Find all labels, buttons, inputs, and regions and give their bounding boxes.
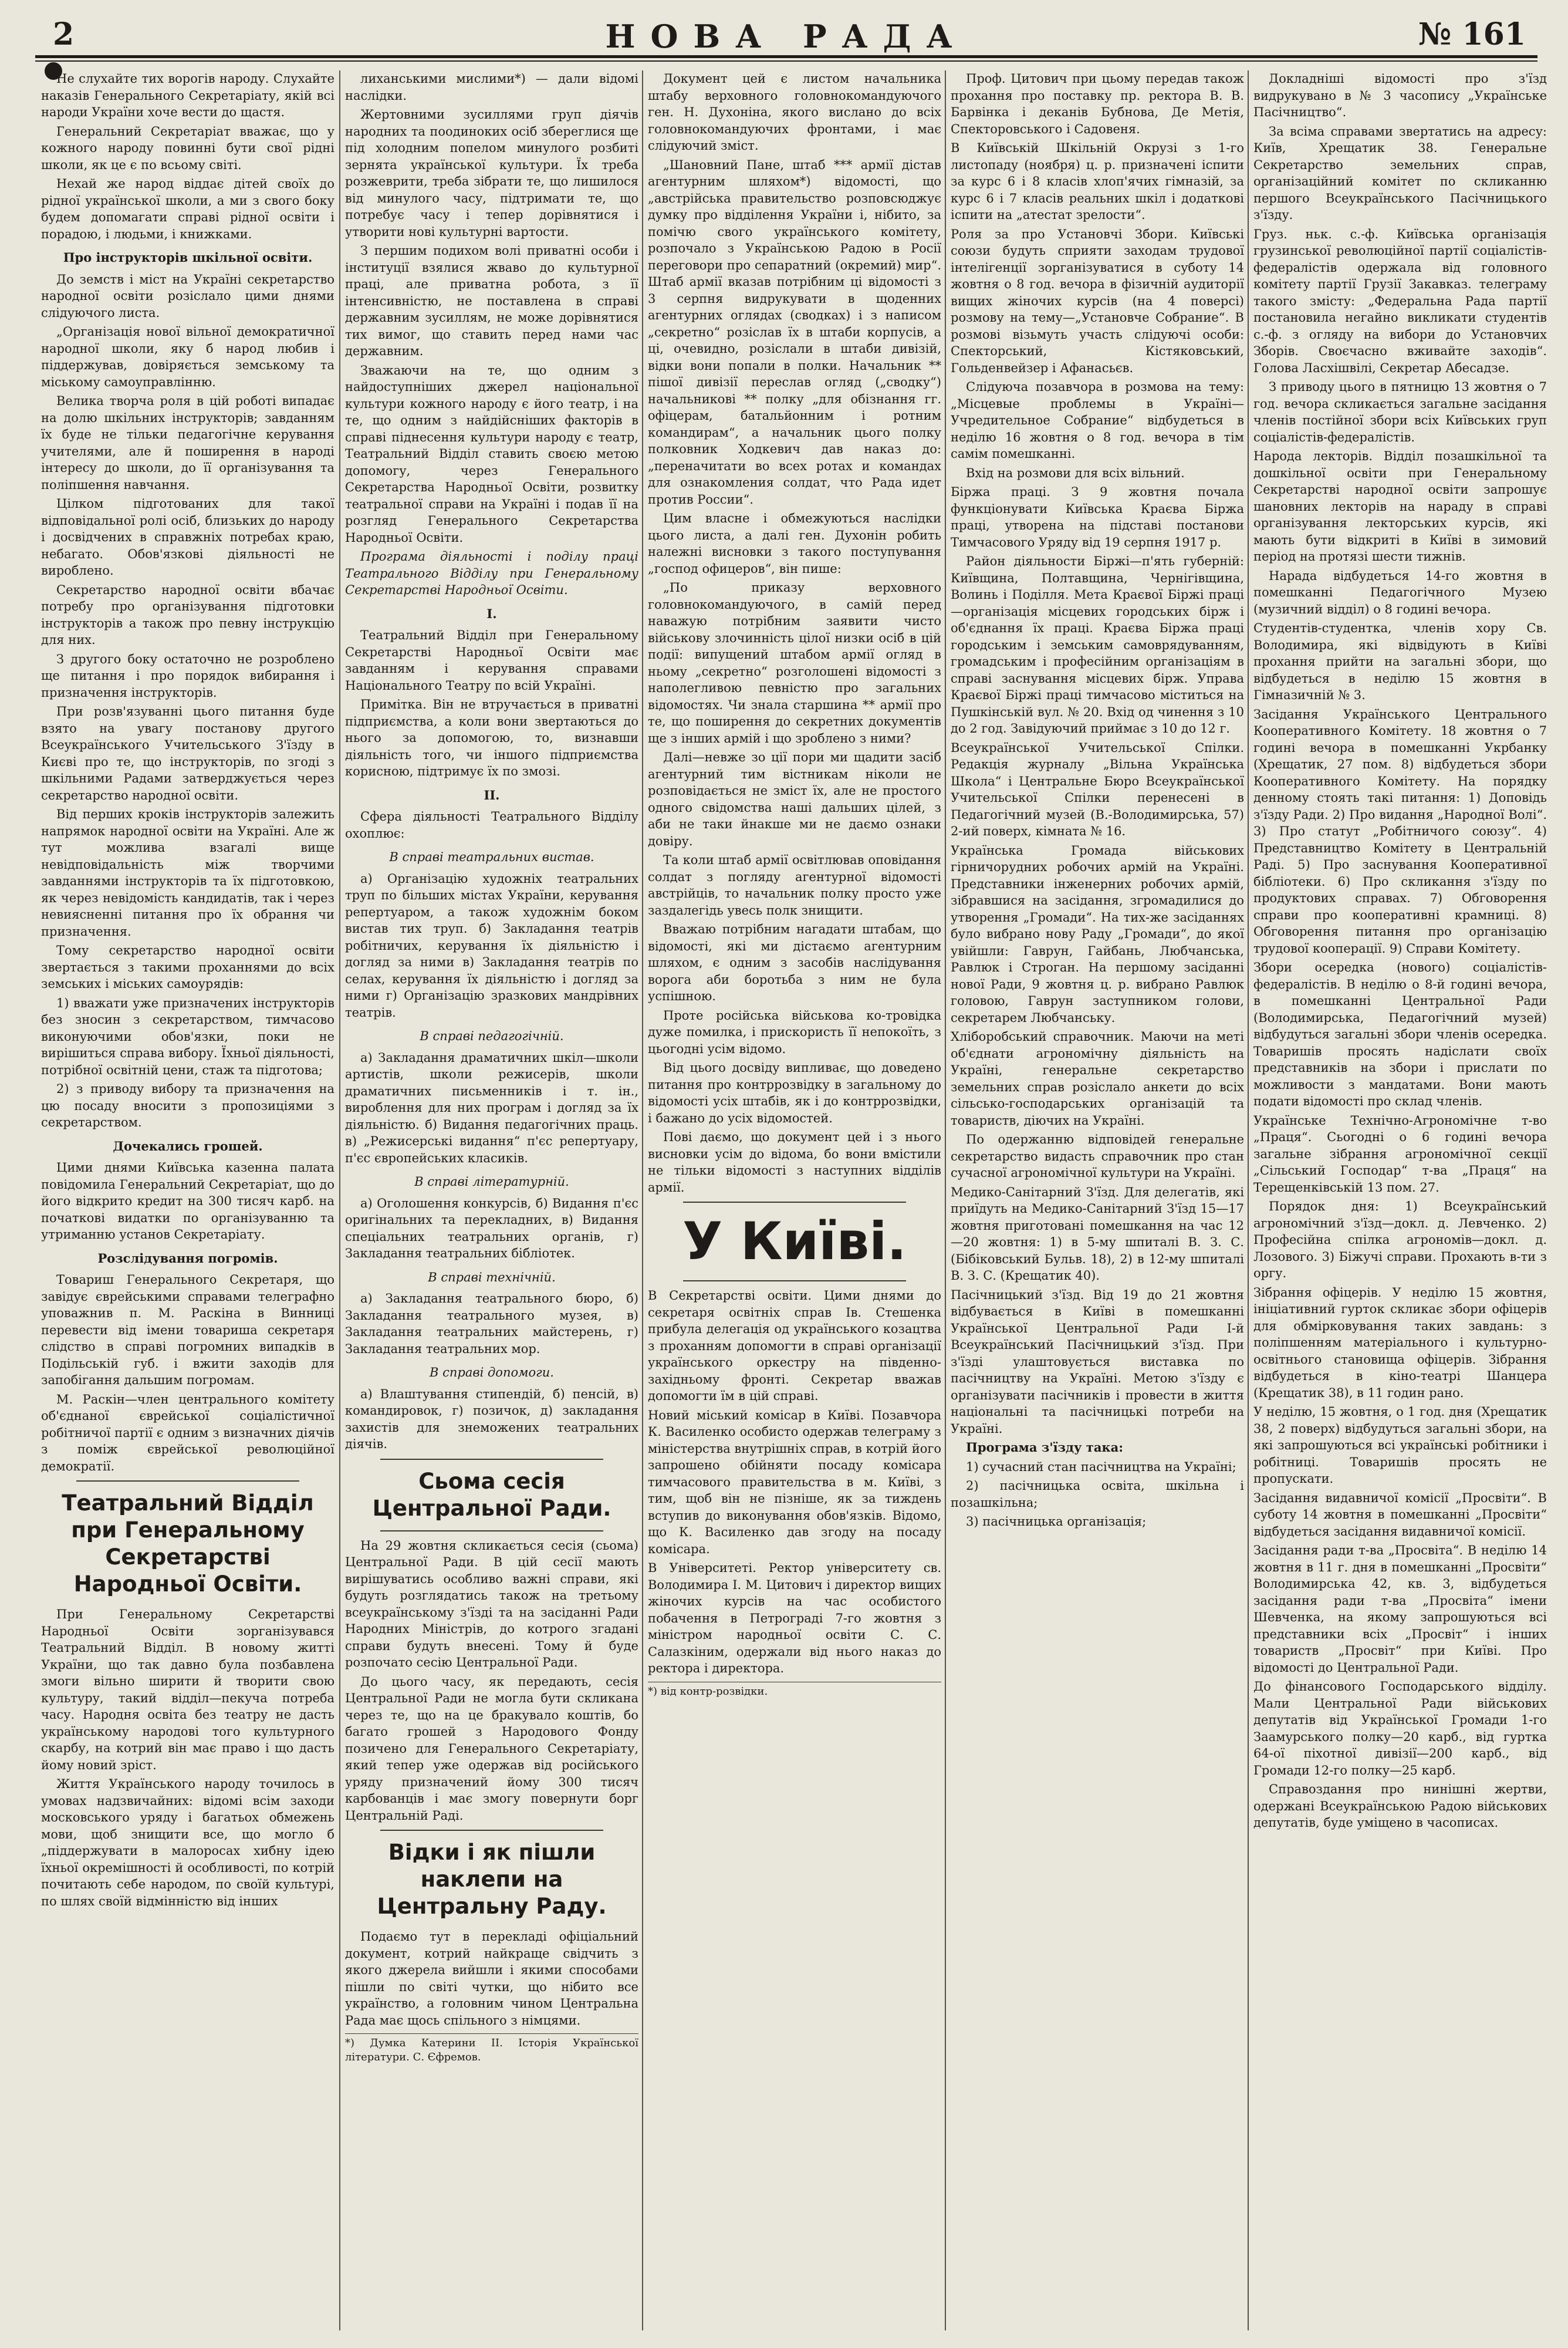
column-4: [951, 70, 1244, 2330]
section-heading: Дочекались грошей.: [113, 1138, 263, 1153]
paragraph: М. Раскін—член центрального комітету об'єднаної єврейської соціалістичної робітничої партії є одним з визначних діячів з поміж єврейської революційної демократії.: [41, 1392, 334, 1473]
paragraph: Район діяльности Біржі—п'ять губерній: Київщина, Полтавщина, Чернігівщина, Волинь і Поділля. Мета Краєвої Біржі праці—організація місцевих городських бірж і об'єднання їх праці. Краєва Біржа праці городським і земським самоврядуванням, громадським і професійним організаціям в справі заснування місцевих бірж. Управа Краєвої Біржі праці тимчасово міститься на Пушкінській вул. № 20. Вхід од чинення з 10 до 2 год. Завідуючий приймає з 10 до 12 г.: [951, 554, 1244, 736]
paragraph: Далі—невже зо ції пори ми щадити засіб агентурний тим вістникам ніколи не розповідається не зміст їх, але не простого одного свідомства наші дальших цілей, з аби не таки йнакше ми не даємо ознаки довіру.: [648, 750, 941, 848]
article-separator: [380, 1830, 603, 1831]
paragraph: Театральний Відділ при Генеральному Секретарстві Народньої Освіти має завданням і керування справами Національного Театру по всій Україні.: [345, 628, 638, 693]
section-headline-kyiv: У Київі.: [682, 1211, 907, 1271]
paragraph: Примітка. Він не втручається в приватні підприємства, а коли вони звертаються до нього за допомогою, то, визнавши діяльність того, чи іншого підприємства корисною, підтримує їх по змозі.: [345, 697, 638, 778]
news-item: Студентів-студентка, членів хору Св. Володимира, які відвідують в Київі прохання прийти на загальні збори, що відбудеться в неділю 15 жовтня в Гімназичній № 3.: [1253, 621, 1547, 702]
paragraph: Жертовними зусиллями груп діячів народних та поодиноких осіб збереглися ще під холодним попелом минулого розбиті зернята української культури. Їх треба розжеврити, треба зібрати те, що лишилося від минулого часу, підтримати те, що потребує часу і тепер дорівнятися і утворити нові культурні вартости.: [345, 107, 638, 239]
subsection-heading: В справі літературній.: [414, 1175, 569, 1189]
issue-number: № 161: [1418, 16, 1526, 52]
news-item: Біржа праці. З 9 жовтня почала функціонувати Київська Краєва Біржа праці, утворена на підставі постанови Тимчасового Уряду від 19 серпня 1917 р.: [951, 485, 1244, 549]
news-item: В Київській Шкільній Окрузі з 1-го листопаду (ноября) ц. р. призначені іспити за курс 6 і 8 класів хлоп'ячих гімназій, за курс 6 і 7 класів реальних шкіл і додаткові іспити на „атестат зрелости“.: [951, 141, 1244, 222]
paragraph: а) Організацію художніх театральних труп по більших містах України, керування репертуаром, а також художнім боком вистав тих труп. б) Закладання театрів робітничих, керування їх діяльністю і догляд за ними в) Закладання театрів по селах, керування їх діяльністю і догляд за ними г) Організацію зразкових мандрівних театрів.: [345, 871, 638, 1020]
column-5: [1253, 70, 1547, 2330]
paragraph: „Шановний Пане, штаб *** армії дістав агентурним шляхом*) відомості, що „австрійська правительство розповсюджує думку про відділення України і, нібито, за помічю свого українського комітету, розпочало з Українською Радою в Росії переговори про сепаратний (окремий) мир“. Штаб армії вказав потрібним ці відомості з 3 серпня видрукувати в щоденних агентурних оглядах (сводках) і з написом „секретно“ розіслав їх в штаби корпусів, а ці, очевидно, розіслали в штаби дивізій, відки вони попали в полки. Начальник ** пішої дивізії переслав огляд („сводку“) начальникові ** полку „для обізнання гг. офіцерам, батальйонним і ротним командирам“, а начальник цього полку полковник Ходкевич дав наказ до: „переначитати во всех ротах и командах для ознакомления солдат, что Рада идет против России“.: [648, 157, 941, 507]
paragraph: а) Оголошення конкурсів, б) Видання п'єс оригінальних та перекладних, в) Видання спеціальних театральних органів, г) Закладання театральних бібліотек.: [345, 1196, 638, 1260]
news-item: Українська Громада військових гірничорудних робочих армій на Україні. Представники інженерних робочих армій, зібравшися на засідання, згромадилися до утворення „Громади“. На тих-же засіданнях було вибрано нову Раду „Громади“, до якої увійшли: Гаврун, Гайбань, Любчанська, Равлюк і Строган. На першому засіданні нової Ради, 9 жовтня ц. р. вибрано Равлюк головою, Гаврун заступником голови, секретарем Любчанську.: [951, 843, 1244, 1025]
news-item: В Секретарстві освіти. Цими днями до секретаря освітніх справ Ів. Стешенка прибула делегація од українського козацтва з проханням допомогти в справі організації українського оркестру на південно-західньому фронті. Секретар вважав допомогти їм в цій справі.: [648, 1288, 941, 1403]
article-headline-slanders: Відки і як пішли наклепи на Центральну Раду.: [377, 1840, 607, 1919]
section-heading: Розслідування погромів.: [97, 1250, 278, 1266]
paragraph: До цього часу, як передають, сесія Центральної Ради не могла бути скликана через те, що на це бракувало коштів, бо багато грошей з Народового Фонду позичено для Генерального Секретаріату, який тепер уже одержав від російського уряду призначений йому 300 тисяч карбованців і має змогу повернути борг Центральній Раді.: [345, 1674, 638, 1823]
news-item: Засідання видавничої комісії „Просвіти“. В суботу 14 жовтня в помешканні „Просвіти“ відбудеться засідання видавничої комісії.: [1253, 1490, 1547, 1539]
news-item: До фінансового Господарського відділу. Мали Центральної Ради військових депутатів від Української Громади 1-го Заамурського полку—20 карб., від гуртка 64-ої піхотної дивізії—200 карб., від Громади 12-го полку—25 карб.: [1253, 1679, 1547, 1777]
news-item: У неділю, 15 жовтня, о 1 год. дня (Хрещатик 38, 2 поверх) відбудуться загальні збори, на які запрошуються всі українські робітники і робітниці. Товаришів просять не пропускати.: [1253, 1405, 1547, 1486]
paragraph: „По приказу верховного головнокомандуючого, в самій перед наважую потрібним заявити чисто військову злочинність цілої низки осіб в цій події: випущений штабом армії огляд в ньому „секретно“ розголошені відомості з наполегливою певністю про загальних відомостях. Чи знала старшина ** армії про те, що поширення до секретних документів ще з інших армій і що зроблено з ними?: [648, 581, 941, 745]
news-item: Новий міський комісар в Київі. Позавчора К. Василенко особисто одержав телеграму з міністерства внутрішніх справ, в котрій його запрошено обійняти посаду комісара тимчасового правительства в м. Київі, з тим, щоб він не пізніше, як за тиждень вступив до виконування обов'язків. Відомо, що К. Василенко дав згоду на посаду комісара.: [648, 1408, 941, 1556]
paragraph: Не слухайте тих ворогів народу. Слухайте наказів Генерального Секретаріату, якій всі народи України хоче вести до щастя.: [41, 72, 334, 119]
article-headline-session: Сьома сесія Центральної Ради.: [372, 1468, 611, 1521]
masthead-rule-thick: [35, 55, 1537, 58]
paragraph: Нарада відбудеться 14-го жовтня в помешканні Педагогічного Музею (музичний відділ) о 8 годині вечора.: [1253, 568, 1547, 616]
column-1: [41, 70, 334, 2330]
newspaper-title: НОВА РАДА: [605, 18, 968, 55]
paragraph: Товариш Генерального Секретаря, що завідує єврейськими справами телеграфно уповажнив п. М. Раскіна в Винниці перевести від імени товариша секретаря слідство в справі погромних випадків в Подільській губ. і вжити заходів для запобігання дальшим погромам.: [41, 1273, 334, 1387]
news-item: Зібрання офіцерів. У неділю 15 жовтня, ініціативний гурток скликає збори офіцерів для обмірковування таких завдань: з поліпшенням матеріального і культурно-освітнього становища офіцерів. Зібрання відбудеться в кіно-театрі Шанцера (Крещатик 38), в 11 годин рано.: [1253, 1285, 1547, 1400]
news-item: Збори осередка (нового) соціалістів-федералістів. В неділю о 8-й годині вечора, в помешканні Центральної Ради (Володимирська, Педагогічний музей) відбудуться загальні збори членів осередка. Товаришів просять надіслати своїх представників на збори і прислати по можливости з мандатами. Вони мають подати відомості про склад членів.: [1253, 960, 1547, 1108]
paragraph: Вхід на розмови для всіх вільний.: [966, 465, 1185, 480]
news-item: Народа лекторів. Відділ позашкільної та дошкільної освіти при Генеральному Секретарстві народної освіти запрошує шановних лекторів на нараду в справі організування лекторських курсів, які мають бути відкриті в Київі в зимовий період на протязі шести тижнів.: [1253, 449, 1547, 564]
paragraph: Сфера діяльності Театрального Відділу охоплює:: [345, 809, 638, 841]
paragraph: Вважаю потрібним нагадати штабам, що відомості, які ми дістаємо агентурним шляхом, є одним з засобів наслідування ворога аби боротьба з ним не була успішною.: [648, 922, 941, 1003]
footnote: *) від контр-розвідки.: [648, 1682, 941, 1699]
paragraph: Від цього досвіду випливає, що доведено питання про контррозвідку в загальному до відомості усіх штабів, як і до контррозвідки, і бажано до усіх відомостей.: [648, 1061, 941, 1125]
news-item: Роля за про Установчі Збори. Київські союзи будуть сприяти заходам трудової інтелігенції зорганізуватися в суботу 14 жовтня о 8 год. вечора в фізичній аудиторії вищих жіночих курсів (на 4 поверсі) розмову на тему—„Установче Собрание“. В розмові візьмуть участь слідуючі особи: Спекторський, Кістяковський, Гольденвейзер і Афанасьєв.: [951, 227, 1244, 375]
column-divider: [642, 70, 643, 2330]
paragraph: Докладніші відомості про з'їзд видрукувано в № 3 часопису „Українське Пасічництво“.: [1253, 72, 1547, 119]
paragraph: Та коли штаб армії освітлював оповідання солдат з погляду агентурної відомості австрійців, то начальник полку просто уже заздалегідь увесь полк знищити.: [648, 853, 941, 917]
paragraph: Порядок дня: 1) Всеукраїнський агрономічний з'їзд—докл. д. Левченко. 2) Професійна спілка агрономів—докл. д. Лозового. 3) Біжучі справи. Прохають в-ти з оргу.: [1253, 1199, 1547, 1280]
paragraph: Зважаючи на те, що одним з найдоступніших джерел національної культури кожного народу є його театр, і на те, що одним з найдійсніших факторів в справі піднесення культури народу є театр, Театральний Відділ ставить своєю метою допомогу, через Генерального Секретарства Народньої Освіти, розвитку театральної справи на Україні і подав її на розгляд Генерального Секретарства Народньої Освіти.: [345, 363, 638, 545]
paragraph: Слідуюча позавчора в розмова на тему: „Місцевые проблемы в Україні—Учредительное Собрание“ відбудеться в неділю 16 жовтня о 8 год. вечора в тім самім помешканні.: [951, 380, 1244, 461]
paragraph: а) Влаштування стипендій, б) пенсій, в) командировок, г) позичок, д) закладання захистів для знеможених театральних діячів.: [345, 1386, 638, 1451]
paragraph: а) Закладання драматичних шкіл—школи артистів, школи режисерів, школи драматичних письменників і т. ін., вироблення для них програм і догляд за їх діяльністю. б) Видання педагогічних праць. в) „Режисерські видання“ п'єс репертуару, п'єс європейських класиків.: [345, 1050, 638, 1165]
paragraph: Цим власне і обмежуються наслідки цього листа, а далі ген. Духонін робить належні висновки з такого поступування „господ офицеров“, він пише:: [648, 511, 941, 576]
paragraph: лиханськими мислими*) — дали відомі наслідки.: [345, 72, 638, 103]
section-numeral: I.: [486, 606, 497, 621]
subsection-heading: В справі педагогічній.: [420, 1029, 564, 1043]
paragraph: Програма з'їзду така:: [966, 1440, 1123, 1455]
article-separator: [683, 1280, 906, 1281]
column-divider: [339, 70, 340, 2330]
subsection-heading: В справі допомоги.: [430, 1365, 554, 1379]
paragraph: На 29 жовтня скликається сесія (сьома) Центральної Ради. В цій сесії мають вирішуватись особливо важні справи, які будуть розглядатись також на третьому всеукраїнському з'їзді та на засіданні Ради Народних Міністрів, до котрого згадані справи будуть внесені. Тому й буде розпочато сесію Центральної Ради.: [345, 1538, 638, 1669]
news-item: Засідання Українського Центрального Кооперативного Комітету. 18 жовтня о 7 годині вечора в помешканні Укрбанку (Хрещатик, 27 пом. 8) відбудеться збори Кооперативного Комітету. На порядку денному стоять такі питання: 1) Доповідь з'їзду Ради. 2) Про видання „Народної Волі“. 3) Про статут „Робітничого союзу“. 4) Представництво Комітету в Центральній Раді. 5) Про заснування Кооперативної бібліотеки. 6) Про скликання з'їзду по продуктових справах. 7) Обговорення справи про кооперативні крамниці. 8) Обговорення питання про організацію трудової кооперації. 9) Справи Комітету.: [1253, 707, 1547, 956]
masthead: [35, 16, 1537, 58]
paragraph: 2) пасічницька освіта, шкільна і позашкільна;: [951, 1479, 1244, 1510]
paragraph: При розв'язуванні цього питання буде взято на увагу постанову другого Всеукраїнського Учительського З'їзду в Києві про те, що інструкторів, по згоді з шкільними Радами затверджується через секретарство народної освіти.: [41, 704, 334, 802]
article-separator: [380, 1530, 603, 1531]
paragraph: Проф. Цитович при цьому передав також прохання про поставку пр. ректора В. В. Барвінка і деканів Бубнова, Де Метія, Спекторовського і Садовеня.: [951, 72, 1244, 136]
paragraph: Подаємо тут в перекладі офіціальний документ, котрий найкраще свідчить з якого джерела вийшли і якими способами пішли по світі чутки, що нібито все українство, а головним чином Центральна Рада має щось спільного з німцями.: [345, 1929, 638, 2027]
masthead-rule-thin: [35, 60, 1537, 62]
section-numeral: II.: [484, 787, 500, 802]
subsection-heading: В справі технічній.: [428, 1270, 556, 1284]
paragraph: Нехай же народ віддає дітей своїх до рідної української школи, а ми з свого боку будем допомагати справі рідної освіти і порадою, і людьми, і книжками.: [41, 177, 334, 241]
paragraph: З першим подихом волі приватні особи і інституції взялися жваво до культурної праці, але приватна робота, з її інтенсивністю, не поставлена в справі державним зусиллям, не може дорівнятися тих вимог, що ставить перед нами час державним.: [345, 244, 638, 358]
paragraph: Проте російська військова ко-тровідка дуже помилка, і прискористь її непокоїть, з цьогодні усім відомо.: [648, 1008, 941, 1056]
news-item: Засідання ради т-ва „Просвіта“. В неділю 14 жовтня в 11 г. дня в помешканні „Просвіти“ Володимирська 42, кв. 3, відбудеться засідання ради т-ва „Просвіта“ імени Шевченка, на якому запрошуються всі представники всіх „Просвіт“ і інших товариств „Просвіт“ при Київі. Про відомості до Центральної Ради.: [1253, 1543, 1547, 1675]
paragraph: Секретарство народної освіти вбачає потребу про організування підготовки інструкторів а також про певну інструкцію для них.: [41, 582, 334, 647]
article-separator: [683, 1202, 906, 1203]
column-divider: [945, 70, 946, 2330]
paragraph: а) Закладання театрального бюро, б) Закладання театрального музея, в) Закладання театральних майстерень, г) Закладання театральних мор.: [345, 1291, 638, 1356]
column-3: [648, 70, 941, 2330]
news-item: Українське Технічно-Агрономічне т-во „Праця“. Сьогодні о 6 годині вечора загальне зібрання агрономічної секції „Сільський Господар“ т-ва „Праця“ на Терещенківській 13 пом. 27.: [1253, 1113, 1547, 1195]
news-item: В Університеті. Ректор університету св. Володимира І. М. Цитович і директор вищих жіночих курсів на час особистого побачення в Петрограді 7-го жовтня з міністром народньої освіти С. С. Салазкіним, одержали від нього наказ до ректора і директора.: [648, 1561, 941, 1675]
paragraph: 1) вважати уже призначених інструкторів без зносин з секретарством, тимчасово виконуючими обов'язки, поки не вирішиться справа вибору. Їхньої діяльності, потрібної освітній цени, стаж та підготова;: [41, 996, 334, 1077]
paragraph: Тому секретарство народної освіти звертається з такими проханнями до всіх земських і міських самоурядів:: [41, 943, 334, 991]
paragraph: Цими днями Київська казенна палата повідомила Генеральний Секретаріат, що до його відкрито кредит на 300 тисяч карб. на початкові видатки по організуванню та утриманню установ Секретаріату.: [41, 1160, 334, 1242]
footnote: *) Думка Катерини II. Історія Української літератури. С. Єфремов.: [345, 2033, 638, 2064]
paragraph: Пові даємо, що документ цей і з нього висновки усім до відома, бо вони вмістили не тільки відомості з наступних відділів армії.: [648, 1130, 941, 1195]
paragraph: Життя Українського народу точилось в умовах надзвичайних: відомі всім заходи московського уряду і багатьох обмежень мови, щоб знищити все, що могло б „піддержувати в малоросах хибну ідею їхньої окремішності й особливості, по котрій почитають себе народом, по своїй культурі, по шлях своїй відмінністю від інших: [41, 1777, 334, 1908]
paragraph: Справоздання про нинішні жертви, одержані Всеукраїнською Радою військових депутатів, буде уміщено в часописах.: [1253, 1782, 1547, 1830]
paragraph: З другого боку остаточно не розроблено ще питання і про порядок вибирання і призначення інструкторів.: [41, 652, 334, 700]
paragraph: 2) з приводу вибору та призначення на цю посаду вносити з пропозиціями з секретарством.: [41, 1082, 334, 1129]
paragraph: Від перших кроків інструкторів залежить напрямок народної освіти на Україні. Але ж тут можлива взагалі вище невідповідальність між творчими завданнями інструкторів та їх підготовкою, як через невідомість кандидатів, так і через невиясненні питання про їх обрання чи призначення.: [41, 807, 334, 939]
news-item: Всеукраїнської Учительської Спілки. Редакція журналу „Вільна Українська Школа“ і Центральне Бюро Всеукраїнської Учительської Спілки перенесені в Педагогічний музей (В.-Володимирська, 57) 2-ий поверх, кімната № 16.: [951, 740, 1244, 838]
paragraph: До земств і міст на Україні секретарство народної освіти розіслало цими днями слідуючого листа.: [41, 272, 334, 320]
paragraph: 3) пасічницька організація;: [966, 1514, 1147, 1529]
paragraph: Велика творча роля в цій роботі випадає на долю шкільних інструкторів; завданням їх буде не тільки педагогічне керування учителями, але й поширення в народі інтересу до школи, до її організування та поліпшення навчання.: [41, 394, 334, 492]
subsection-heading: В справі театральних вистав.: [389, 850, 594, 864]
paragraph: Генеральний Секретаріат вважає, що у кожного народу повинні бути свої рідні школи, як це є по всьому світі.: [41, 124, 334, 172]
paragraph: 1) сучасний стан пасічництва на Україні;: [966, 1459, 1236, 1474]
news-item: Хліборобський справочник. Маючи на меті об'єднати агрономічну діяльність на Україні, генеральне секретарство земельних справ розіслало анкети до всіх сільсько-господарських організацій та товариств, діючих на Україні.: [951, 1030, 1244, 1128]
article-separator: [76, 1480, 299, 1482]
section-heading: Про інструкторів шкільної освіти.: [63, 250, 313, 265]
paragraph: „Організація нової вільної демократичної народної школи, яку б народ любив і піддержував, довіряється земському та міському самоуправлінню.: [41, 325, 334, 389]
news-item: Груз. ньк. с.-ф. Київська організація грузинської революційної партії соціалістів-федералістів одержала від головного комітету партії Грузії Закавказ. телеграму такого змісту: „Федеральна Рада партії постановила негайно викликати студентів с.-ф. з огляду на вибори до Установчих Зборів. Своєчасно вживайте заходів“. Голова Ласхішвілі, Секретар Абесадзе.: [1253, 227, 1547, 375]
news-item: Пасічницький з'їзд. Від 19 до 21 жовтня відбувається в Київі в помешканні Української Центральної Ради I-й Всеукраїнський Пасічницький з'їзд. При з'їзді улаштовується виставка по пасічництву на Україні. Метою з'їзду є організувати пасічників і провести в життя національні та пасічницькі потреби на Україні.: [951, 1287, 1244, 1436]
paragraph: По одержанню відповідей генеральне секретарство видасть справочник про стан сучасної агрономічної культури на Україні.: [951, 1132, 1244, 1180]
news-item: Медико-Санітарний З'їзд. Для делегатів, які приїдуть на Медико-Санітарний З'їзд 15—17 жовтня приготовані помешкання на час 12—20 жовтня: 1) в 5-му шпиталі В. З. С. (Бібіковський Бульв. 18), 2) в 12-му шпиталі В. З. С. (Крещатик 40).: [951, 1185, 1244, 1283]
article-headline-theatre: Театральний Відділ при Генеральному Секретарстві Народньої Освіти.: [62, 1490, 314, 1597]
article-separator: [380, 1459, 603, 1460]
paragraph: Документ цей є листом начальника штабу верховного головнокомандуючого ген. Н. Духоніна, якого вислано до всіх головнокомандуючих фронтами, і має слідуючий зміст.: [648, 72, 941, 153]
paragraph: Програма діяльності і поділу праці Театрального Відділу при Генеральному Секретарстві Народньої Освіти.: [345, 549, 638, 597]
paragraph: Цілком підготованих для такої відповідальної ролі осіб, близьких до народу і досвідчених в справжніх потребах краю, небагато. Обов'язкові діяльності не вироблено.: [41, 497, 334, 578]
paragraph: З приводу цього в пятницю 13 жовтня о 7 год. вечора скликається загальне засідання членів постійної збори всіх Київських груп соціалістів-федералістів.: [1253, 380, 1547, 444]
paragraph: За всіма справами звертатись на адресу: Київ, Хрещатик 38. Генеральне Секретарство земельних справ, організаційний комітет по скликанню першого Всеукраїнського Пасічницького з'їзду.: [1253, 124, 1547, 222]
paragraph: При Генеральному Секретарстві Народньої Освіти зорганізувався Театральний Відділ. В новому житті України, що так давно була позбавлена змоги вільно ширити й творити свою культуру, такий відділ—пекуча потреба часу. Народня освіта без театру не дасть українському народові того культурного скарбу, на котрий він має право і що дасть йому новий зріст.: [41, 1607, 334, 1772]
column-divider: [1248, 70, 1249, 2330]
page-number: 2: [53, 16, 75, 52]
column-2: [345, 70, 638, 2330]
